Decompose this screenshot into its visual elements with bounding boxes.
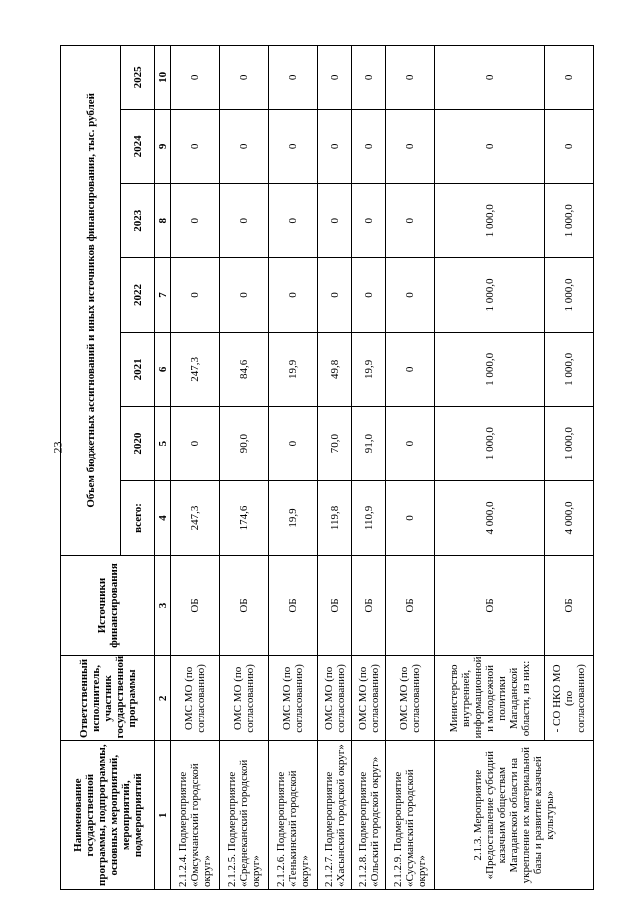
row-source: ОБ [171, 555, 220, 656]
row-executor: ОМС МО (по согласованию) [220, 656, 269, 741]
col-number: 7 [155, 258, 171, 332]
header-year: 2025 [121, 46, 155, 110]
row-2020: 0 [171, 406, 220, 480]
row-2024: 0 [386, 109, 435, 183]
header-year: 2020 [121, 406, 155, 480]
row-2023: 0 [220, 184, 269, 258]
row-2023: 0 [386, 184, 435, 258]
header-year: 2021 [121, 332, 155, 406]
row-executor: ОМС МО (по согласованию) [386, 656, 435, 741]
row-2023: 0 [352, 184, 386, 258]
row-total: 119,8 [318, 481, 352, 555]
row-2022: 1 000,0 [435, 258, 545, 332]
row-total: 174,6 [220, 481, 269, 555]
table-row [435, 46, 545, 890]
row-executor: ОМС МО (по согласованию) [318, 656, 352, 741]
row-total: 0 [386, 481, 435, 555]
row-2021: 1 000,0 [544, 332, 593, 406]
row-2020: 70,0 [318, 406, 352, 480]
row-2022: 0 [269, 258, 318, 332]
row-2024: 0 [220, 109, 269, 183]
row-2020: 90,0 [220, 406, 269, 480]
row-source: ОБ [269, 555, 318, 656]
row-2021: 49,8 [318, 332, 352, 406]
page-number: 23 [50, 441, 65, 454]
row-2023: 1 000,0 [544, 184, 593, 258]
row-2021: 84,6 [220, 332, 269, 406]
row-executor: Министерство внутренней, информационной и молодежной политики Магаданской области, из них: [435, 656, 545, 741]
financing-table [60, 45, 594, 890]
row-total: 110,9 [352, 481, 386, 555]
row-2024: 0 [318, 109, 352, 183]
row-total: 247,3 [171, 481, 220, 555]
row-name: 2.1.2.8. Подмероприятие «Ольский городской округ» [352, 741, 386, 890]
row-source: ОБ [352, 555, 386, 656]
row-2023: 1 000,0 [435, 184, 545, 258]
table-row [386, 46, 435, 890]
row-2021: 0 [386, 332, 435, 406]
header-year: 2022 [121, 258, 155, 332]
row-2025: 0 [544, 46, 593, 110]
row-2025: 0 [386, 46, 435, 110]
row-name: 2.1.2.9. Подмероприятие «Сусуманский городской округ» [386, 741, 435, 890]
col-number: 1 [155, 741, 171, 890]
header-name: Наименование государственной программы, подпрограммы, основных мероприятий, мероприятий, подмероприятий [61, 741, 155, 890]
col-number: 10 [155, 46, 171, 110]
col-number: 8 [155, 184, 171, 258]
row-2022: 0 [318, 258, 352, 332]
header-year: 2023 [121, 184, 155, 258]
row-2020: 91,0 [352, 406, 386, 480]
row-executor: - СО НКО МО (по согласованию) [544, 656, 593, 741]
row-2024: 0 [435, 109, 545, 183]
row-executor: ОМС МО (по согласованию) [352, 656, 386, 741]
row-2022: 0 [352, 258, 386, 332]
row-2024: 0 [269, 109, 318, 183]
row-total: 19,9 [269, 481, 318, 555]
rotated-table-container [60, 45, 594, 890]
row-executor: ОМС МО (по согласованию) [269, 656, 318, 741]
row-source: ОБ [318, 555, 352, 656]
row-2024: 0 [171, 109, 220, 183]
row-name: 2.1.2.7. Подмероприятие «Хасынский городской округ» [318, 741, 352, 890]
row-2021: 19,9 [269, 332, 318, 406]
row-2020: 0 [269, 406, 318, 480]
row-source: ОБ [544, 555, 593, 656]
row-total: 4 000,0 [435, 481, 545, 555]
row-2025: 0 [171, 46, 220, 110]
row-2022: 0 [386, 258, 435, 332]
col-number: 6 [155, 332, 171, 406]
row-2020: 0 [386, 406, 435, 480]
row-2020: 1 000,0 [435, 406, 545, 480]
row-2024: 0 [544, 109, 593, 183]
header-source: Источники финансирования [61, 555, 155, 656]
header-volume: Объем бюджетных ассигнований и иных источников финансирования, тыс. рублей [61, 46, 121, 556]
row-name: 2.1.2.4. Подмероприятие «Омсукчанский городской округ» [171, 741, 220, 890]
row-total: 4 000,0 [544, 481, 593, 555]
row-2023: 0 [269, 184, 318, 258]
row-name-merged: 2.1.3. Мероприятие «Предоставление субсидий казачьим обществам Магаданской области на укрепление их материальной базы и развитие казачьей культуры» [435, 741, 594, 890]
row-2025: 0 [269, 46, 318, 110]
table-row [269, 46, 318, 890]
row-2021: 19,9 [352, 332, 386, 406]
row-source: ОБ [220, 555, 269, 656]
row-2022: 1 000,0 [544, 258, 593, 332]
header-year: всего: [121, 481, 155, 555]
col-number: 2 [155, 656, 171, 741]
row-2020: 1 000,0 [544, 406, 593, 480]
col-number: 3 [155, 555, 171, 656]
row-2021: 247,3 [171, 332, 220, 406]
col-number: 4 [155, 481, 171, 555]
row-source: ОБ [386, 555, 435, 656]
col-number: 9 [155, 109, 171, 183]
header-executor: Ответственный исполнитель, участник государственной программы [61, 656, 155, 741]
row-name: 2.1.2.5. Подмероприятие «Среднеканский городской округ» [220, 741, 269, 890]
table-row [171, 46, 220, 890]
table-row [318, 46, 352, 890]
row-executor: ОМС МО (по согласованию) [171, 656, 220, 741]
row-2023: 0 [318, 184, 352, 258]
row-2023: 0 [171, 184, 220, 258]
col-number: 5 [155, 406, 171, 480]
row-2025: 0 [318, 46, 352, 110]
row-name: 2.1.2.6. Подмероприятие «Тенькинский городской округ» [269, 741, 318, 890]
row-2022: 0 [171, 258, 220, 332]
header-year: 2024 [121, 109, 155, 183]
table-row [352, 46, 386, 890]
row-2024: 0 [352, 109, 386, 183]
table-row [220, 46, 269, 890]
row-source: ОБ [435, 555, 545, 656]
row-2021: 1 000,0 [435, 332, 545, 406]
row-2025: 0 [435, 46, 545, 110]
row-2025: 0 [352, 46, 386, 110]
row-2022: 0 [220, 258, 269, 332]
row-2025: 0 [220, 46, 269, 110]
